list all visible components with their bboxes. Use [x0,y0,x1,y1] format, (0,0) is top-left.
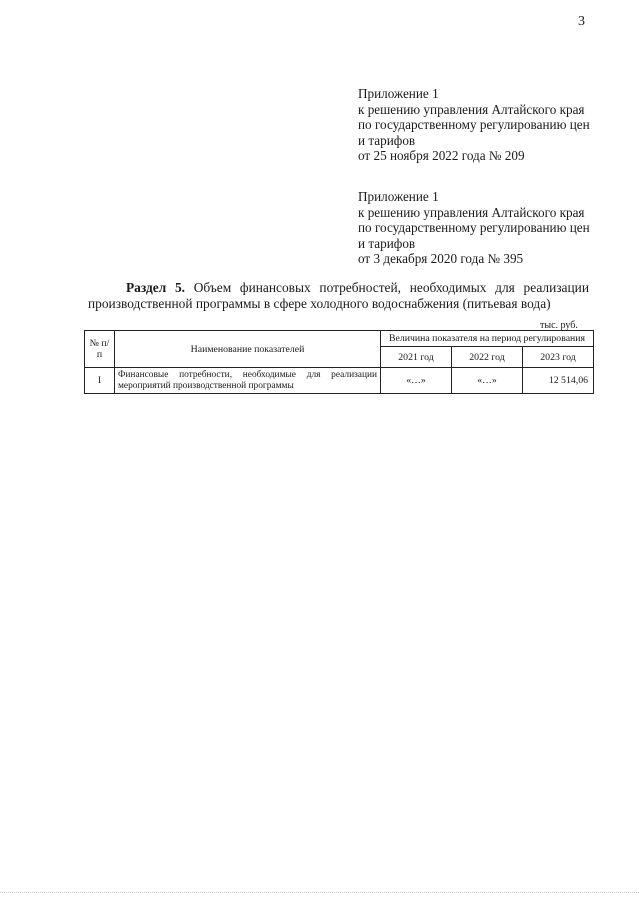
appendix-previous [358,189,598,267]
appendix-line: от 3 декабря 2020 года № 395 [358,251,524,267]
appendix-line: к решению управления Алтайского края [358,204,585,220]
appendix-line: от 25 ноября 2022 года № 209 [358,148,525,164]
appendix-line: Приложение 1 [358,189,439,204]
row-number: I [85,368,115,394]
section-heading-line1 [88,280,589,296]
scan-edge-line [0,892,639,893]
appendix-line: Приложение 1 [358,86,439,101]
header-year: 2021 год [381,347,452,368]
appendix-line: по государственному регулированию цен [358,117,590,133]
section-title-part1: Объем финансовых потребностей, необходимых для реализации [193,280,589,295]
row-value-2023: 12 514,06 [523,368,594,394]
appendix-line: к решению управления Алтайского края [358,101,585,117]
header-year: 2023 год [523,347,594,368]
header-period: Величина показателя на период регулирования [381,331,594,347]
units-label: тыс. руб. [540,320,578,331]
appendix-line: по государственному регулированию цен [358,220,590,236]
appendix-line: и тарифов [358,235,416,251]
header-number: № п/п [85,331,115,368]
row-value-2021: «…» [381,368,452,394]
section-title-part2: производственной программы в сфере холодного водоснабжения (питьевая вода) [88,295,551,311]
header-year: 2022 год [452,347,523,368]
section-label: Раздел 5. [126,280,185,295]
appendix-current [358,86,598,164]
financial-needs-table [84,330,594,394]
page-number: 3 [578,14,585,29]
header-indicator-name: Наименование показателей [115,331,381,368]
appendix-line: и тарифов [358,132,416,148]
row-value-2022: «…» [452,368,523,394]
row-indicator-name: Финансовые потребности, необходимые для реализации мероприятий производственной программы [115,368,381,394]
table-row [85,368,594,394]
section-heading [88,280,589,311]
